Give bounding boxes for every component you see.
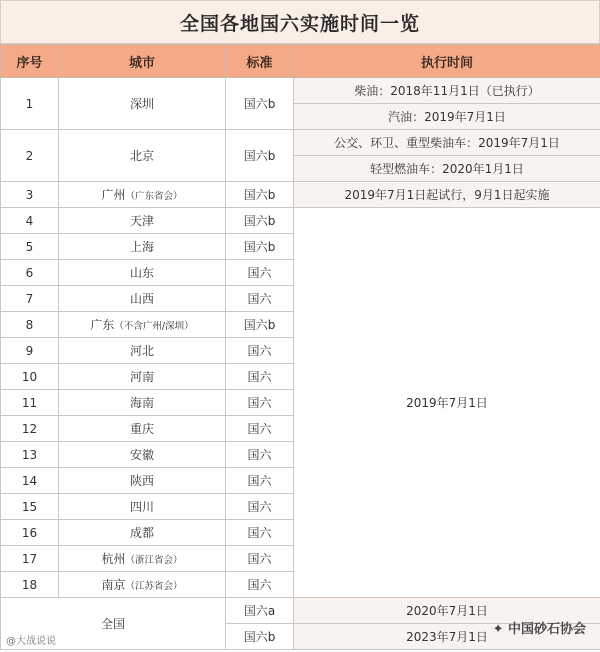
- row-time: 公交、环卫、重型柴油车：2019年7月1日: [294, 130, 600, 156]
- row-city: 陕西: [59, 468, 226, 494]
- row-standard: 国六: [226, 338, 294, 364]
- header-no: 序号: [1, 45, 59, 78]
- row-no: 6: [1, 260, 59, 286]
- row-no: 9: [1, 338, 59, 364]
- row-standard: 国六b: [226, 234, 294, 260]
- row-no: 7: [1, 286, 59, 312]
- row-standard: 国六b: [226, 208, 294, 234]
- row-city: 河北: [59, 338, 226, 364]
- header-standard: 标准: [226, 45, 294, 78]
- row-city: 北京: [59, 130, 226, 182]
- city-note: （浙江省会）: [125, 555, 183, 566]
- row-no: 4: [1, 208, 59, 234]
- watermark-left: @大战说说: [6, 636, 56, 647]
- national-time: 2020年7月1日: [294, 598, 600, 624]
- row-city: 天津: [59, 208, 226, 234]
- row-no: 18: [1, 572, 59, 598]
- city-note: （不含广州/深圳）: [114, 321, 194, 332]
- row-city: 河南: [59, 364, 226, 390]
- row-city: 山西: [59, 286, 226, 312]
- table-row: [1, 208, 600, 234]
- row-no: 5: [1, 234, 59, 260]
- table-row: [1, 130, 600, 156]
- city-name: 广东: [90, 318, 115, 332]
- row-city: 成都: [59, 520, 226, 546]
- row-city: 上海: [59, 234, 226, 260]
- national-label: 全国: [1, 598, 226, 650]
- row-city: 海南: [59, 390, 226, 416]
- row-standard: 国六b: [226, 182, 294, 208]
- row-standard: 国六: [226, 286, 294, 312]
- city-name: 广州: [101, 188, 126, 202]
- row-standard: 国六: [226, 364, 294, 390]
- table-row: [1, 182, 600, 208]
- row-no: 12: [1, 416, 59, 442]
- merged-time: 2019年7月1日: [294, 208, 600, 598]
- row-time: 柴油：2018年11月1日（已执行）: [294, 78, 600, 104]
- table-body: [1, 78, 600, 650]
- national-time: 2023年7月1日: [294, 624, 600, 650]
- row-no: 1: [1, 78, 59, 130]
- watermark-right: [493, 618, 586, 637]
- row-no: 8: [1, 312, 59, 338]
- row-standard: 国六: [226, 416, 294, 442]
- row-standard: 国六: [226, 468, 294, 494]
- national-standard: 国六b: [226, 624, 294, 650]
- row-no: 14: [1, 468, 59, 494]
- row-city: 安徽: [59, 442, 226, 468]
- row-no: 3: [1, 182, 59, 208]
- wechat-icon: ✦: [492, 622, 508, 637]
- row-standard: 国六: [226, 520, 294, 546]
- row-standard: 国六: [226, 572, 294, 598]
- row-standard: 国六b: [226, 130, 294, 182]
- row-city: [59, 312, 226, 338]
- table-row: [1, 78, 600, 104]
- table-title: 全国各地国六实施时间一览: [0, 0, 600, 44]
- implementation-table: [0, 44, 600, 650]
- header-time: 执行时间: [294, 45, 600, 78]
- row-no: 16: [1, 520, 59, 546]
- row-city: 深圳: [59, 78, 226, 130]
- city-note: （广东省会）: [125, 191, 183, 202]
- city-name: 杭州: [101, 552, 126, 566]
- row-city: [59, 572, 226, 598]
- row-city: [59, 182, 226, 208]
- row-standard: 国六b: [226, 312, 294, 338]
- row-standard: 国六: [226, 442, 294, 468]
- row-no: 17: [1, 546, 59, 572]
- row-standard: 国六b: [226, 78, 294, 130]
- row-no: 10: [1, 364, 59, 390]
- row-standard: 国六: [226, 260, 294, 286]
- row-standard: 国六: [226, 494, 294, 520]
- row-no: 15: [1, 494, 59, 520]
- watermark-right-text: 中国砂石协会: [507, 622, 586, 637]
- row-city: 山东: [59, 260, 226, 286]
- row-city: [59, 546, 226, 572]
- city-note: （江苏省会）: [125, 581, 183, 592]
- header-city: 城市: [59, 45, 226, 78]
- row-time: 2019年7月1日起试行，9月1日起实施: [294, 182, 600, 208]
- header-row: [1, 45, 600, 78]
- row-standard: 国六: [226, 546, 294, 572]
- national-standard: 国六a: [226, 598, 294, 624]
- row-time: 轻型燃油车：2020年1月1日: [294, 156, 600, 182]
- row-city: 重庆: [59, 416, 226, 442]
- city-name: 南京: [101, 578, 126, 592]
- row-no: 2: [1, 130, 59, 182]
- row-time: 汽油：2019年7月1日: [294, 104, 600, 130]
- row-standard: 国六: [226, 390, 294, 416]
- row-no: 13: [1, 442, 59, 468]
- row-no: 11: [1, 390, 59, 416]
- row-city: 四川: [59, 494, 226, 520]
